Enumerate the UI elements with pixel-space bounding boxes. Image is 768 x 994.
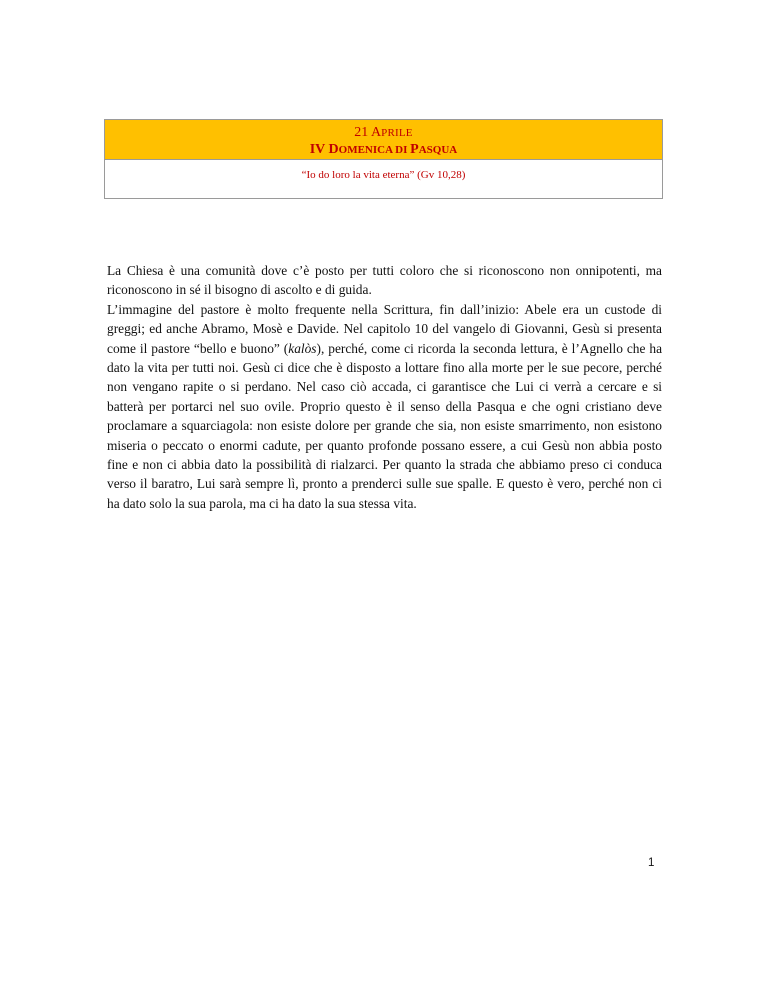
date-number: 21 (354, 125, 372, 140)
date-month-rest: PRILE (381, 127, 413, 139)
greek-word: kalòs (288, 340, 317, 356)
paragraph-2-end: ), perché, come ci ricorda la seconda lettura, è l’Agnello che ha dato la vita per tutti noi. Gesù ci dice che è disposto a lottare fino alla morte per le sue pecore, perché non vengano rapite o si perdano. Nel caso ciò accada, ci garantisce che Lui ci verrà a cercare e si batterà per portarci nel suo ovile. Proprio questo è il senso della Pasqua e che ogni cristiano deve proclamare a squarciagola: non esiste dolore per grande che sia, non esiste smarrimento, non esistono miseria o peccato o enormi cadute, per quanto profonde possano essere, a cui Gesù non abbia posto fine e non ci abbia dato la possibilità di rialzarci. Per quanto la strada che abbiamo preso ci conduca verso il baratro, Lui sarà sempre lì, pronto a prenderci sulle sue spalle. E questo è vero, perché non ci ha dato solo la sua parola, ma ci ha dato la sua stessa vita. (107, 340, 663, 511)
heading-band (105, 120, 662, 160)
paragraph-1: La Chiesa è una comunità dove c’è posto per tutti coloro che si riconoscono non onnipotenti, ma riconoscono in sé il bisogno di ascolto e di guida. (107, 263, 662, 298)
date-heading (105, 124, 662, 141)
reflection-text (107, 261, 662, 513)
page-number: 1 (648, 857, 655, 869)
paragraph-2-start: L’immagine del pastore è molto frequente nella Scrittura, fin dall’inizio: Abele era un custode di greggi; ed anche Abramo, Mosè e Davide. Nel capitolo 10 del vangelo di Giovanni, Gesù si presenta come il pastore “bello e buono” ( (107, 301, 662, 356)
title-part2-big: P (410, 142, 419, 157)
heading-table (104, 119, 663, 199)
date-month-initial: A (371, 125, 382, 140)
sunday-title (105, 141, 662, 159)
title-part1-small: OMENICA DI (338, 144, 411, 156)
title-part2-small: ASQUA (418, 144, 458, 156)
title-part1-big: IV D (309, 142, 339, 157)
gospel-quote: “Io do loro la vita eterna” (Gv 10,28) (301, 169, 466, 181)
paragraph-2 (107, 300, 662, 513)
